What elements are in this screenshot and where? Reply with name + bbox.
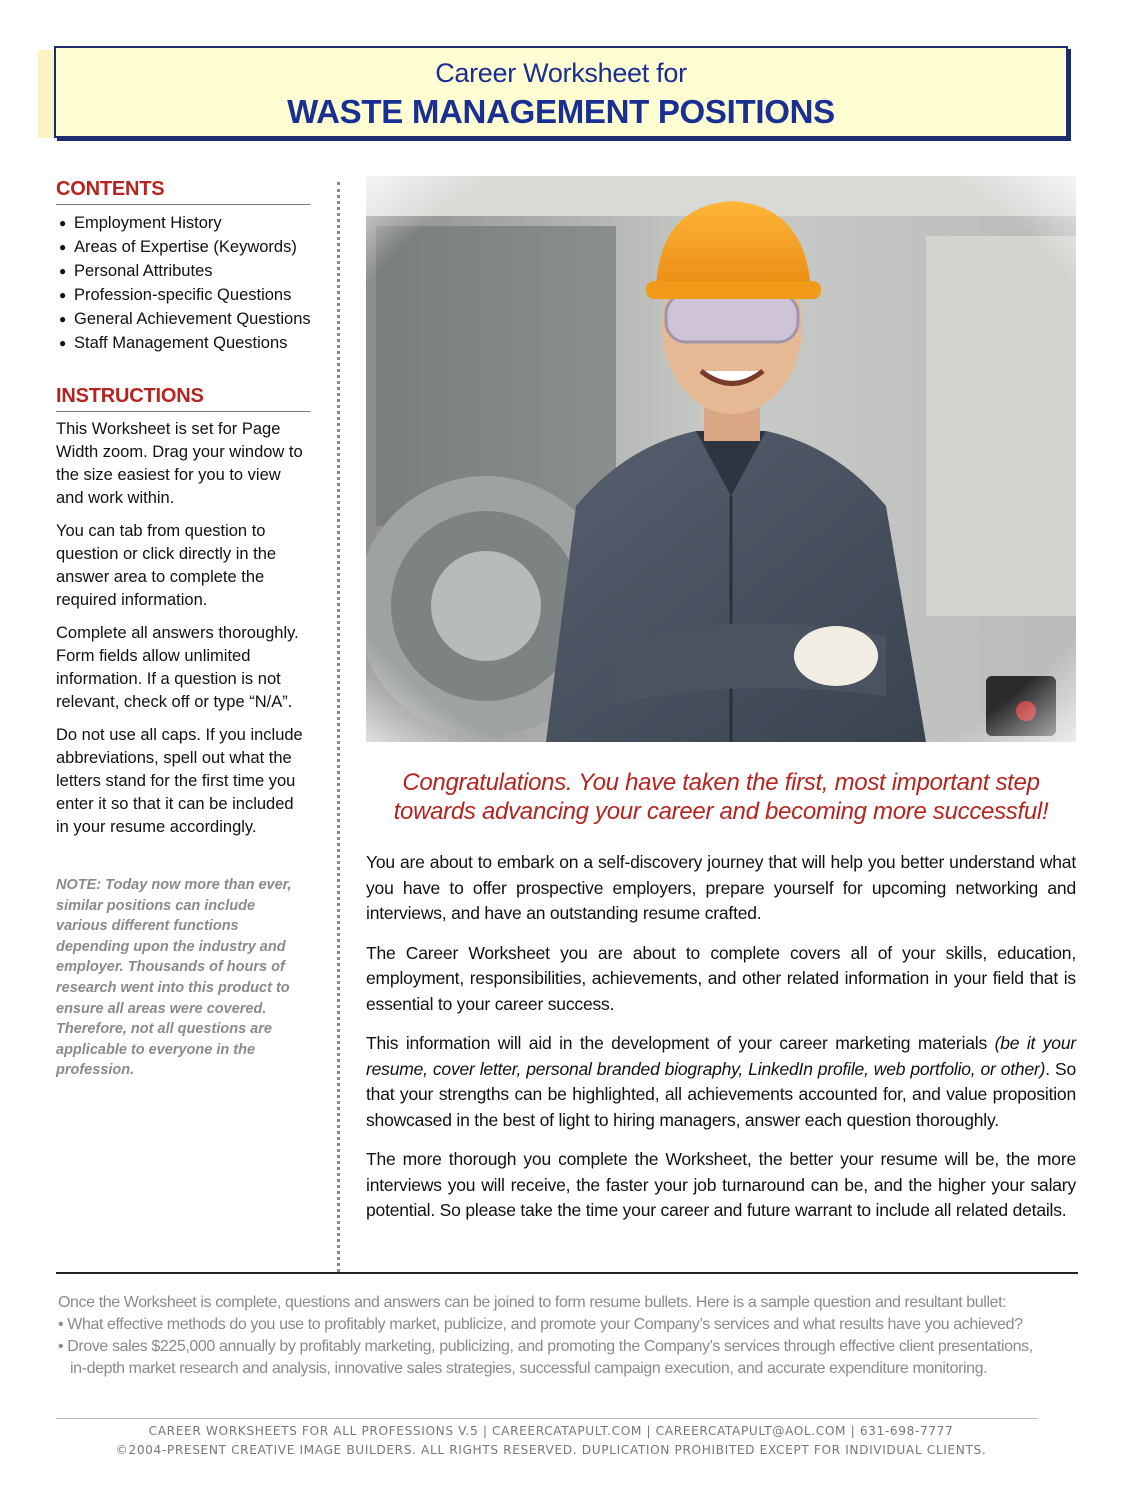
contents-item[interactable] [56,283,310,307]
section-divider [56,1272,1078,1274]
contents-item[interactable] [56,307,310,331]
contents-heading: CONTENTS [56,178,310,205]
bullet-icon: ● [59,240,67,254]
bullet-icon: ● [59,312,67,326]
column-divider [337,182,340,1272]
intro-paragraph: You are about to embark on a self-discovery journey that will help you better understand what you have to offer prospective employers, prepare yourself for upcoming networking and interviews, and have an outstanding resume crafted. [366,852,1076,923]
sample-question: • What effective methods do you use to profitably market, publicize, and promote your Company’s services and what results have you achieved? [58,1316,1023,1333]
footer-divider [56,1418,1038,1419]
contents-item[interactable] [56,211,310,235]
contents-list [56,211,310,355]
bullet-icon: ● [59,264,67,278]
intro-paragraph [366,1031,1076,1133]
bullet-icon: ● [59,288,67,302]
instructions-heading: INSTRUCTIONS [56,385,310,412]
contents-item-label: Personal Attributes [74,262,213,280]
contents-item-label: Staff Management Questions [74,334,288,352]
para3-italic: (be it your resume, cover letter, personal branded biography, LinkedIn profile, web portfolio, or other) [366,1033,1076,1079]
contents-item[interactable] [56,235,310,259]
sample-bullet-continued: in-depth market research and analysis, innovative sales strategies, successful campaign execution, and accurate expenditure monitoring. [70,1360,988,1377]
bullet-icon: ● [59,336,67,350]
para3-start: This information will aid in the development of your career marketing materials [366,1033,995,1053]
contents-item[interactable] [56,259,310,283]
instruction-paragraph: Do not use all caps. If you include abbreviations, spell out what the letters stand for the first time you enter it so that it can be included in your resume accordingly. [56,726,303,836]
sidebar [56,178,310,1081]
page-title: WASTE MANAGEMENT POSITIONS [287,93,835,130]
title-banner [54,46,1068,138]
sample-bullet: • Drove sales $225,000 annually by profitably marketing, publicizing, and promoting the Company’s services through effective client presentations, [58,1338,1033,1355]
footer [56,1422,1046,1460]
contents-item-label: General Achievement Questions [74,310,311,328]
intro-paragraph: The Career Worksheet you are about to complete covers all of your skills, education, employment, responsibilities, achievements, and other related information in your field that is essential to your career success. [366,942,1076,1014]
instructions-body [56,418,310,839]
congrats-line-2: towards advancing your career and becoming more successful! [393,798,1049,825]
para3-end: . So that your strengths can be highlighted, all achievements accounted for, and value proposition showcased in the best of light to hiring managers, answer each question thoroughly. [366,1058,1076,1130]
worker-photo [366,176,1076,742]
contents-item-label: Areas of Expertise (Keywords) [74,238,297,256]
contents-item-label: Profession-specific Questions [74,286,292,304]
footer-line-1: CAREER WORKSHEETS FOR ALL PROFESSIONS V.5 | CAREERCATAPULT.COM | CAREERCATAPULT@AOL.COM | 631-698-7777 [148,1424,954,1438]
instruction-paragraph: Complete all answers thoroughly. Form fields allow unlimited information. If a question is not relevant, check off or type “N/A”. [56,624,299,711]
worker-illustration [366,176,1076,742]
instruction-paragraph: This Worksheet is set for Page Width zoom. Drag your window to the size easiest for you to view and work within. [56,420,303,507]
note [56,875,310,1081]
sample-intro: Once the Worksheet is complete, questions and answers can be joined to form resume bullets. Here is a sample question and resultant bullet: [58,1294,1007,1311]
title-line-1: Career Worksheet for [435,58,687,88]
intro-paragraph: The more thorough you complete the Worksheet, the better your resume will be, the more interviews you will receive, the faster your job turnaround can be, and the higher your salary potential. So please take the time your career and future warrant to include all related details. [366,1149,1076,1220]
congratulations-message [366,768,1076,826]
intro-body [366,850,1076,1238]
instruction-paragraph: You can tab from question to question or click directly in the answer area to complete the required information. [56,522,277,609]
footer-line-2: ©2004-PRESENT CREATIVE IMAGE BUILDERS. ALL RIGHTS RESERVED. DUPLICATION PROHIBITED EXCEPT FOR INDIVIDUAL CLIENTS. [115,1443,987,1457]
note-text: Today now more than ever, similar positions can include various different functions depending upon the industry and employer. Thousands of hours of research went into this product to ensure all areas were covered. Therefore, not all questions are applicable to everyone in the profession. [56,877,292,1079]
congrats-line-1: Congratulations. You have taken the first, most important step [402,769,1040,796]
note-label: NOTE: [56,877,102,893]
contents-item[interactable] [56,331,310,355]
contents-item-label: Employment History [74,214,222,232]
bullet-icon: ● [59,216,67,230]
sample-bullet-section [58,1292,1078,1380]
